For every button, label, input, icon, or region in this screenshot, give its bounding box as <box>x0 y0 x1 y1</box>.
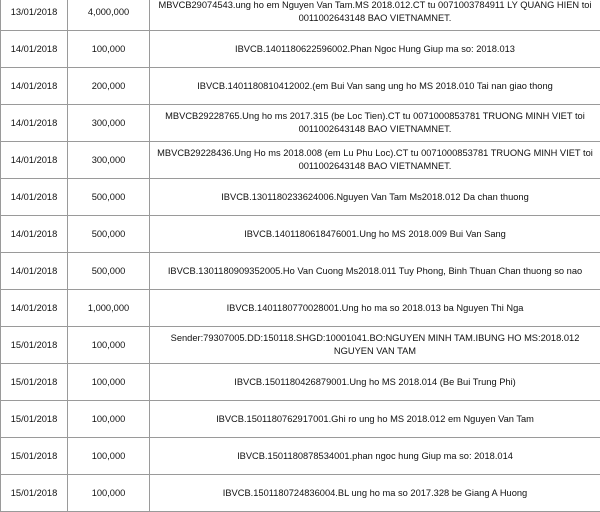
amount-cell: 100,000 <box>68 401 150 438</box>
description-cell: IBVCB.1401180810412002.(em Bui Van sang ung ho MS 2018.010 Tai nan giao thong <box>150 68 600 105</box>
amount-cell: 100,000 <box>68 364 150 401</box>
description-cell: IBVCB.1301180909352005.Ho Van Cuong Ms2018.011 Tuy Phong, Binh Thuan Chan thuong so nao <box>150 253 600 290</box>
description-cell: IBVCB.1501180878534001.phan ngoc hung Giup ma so: 2018.014 <box>150 438 600 475</box>
amount-cell: 300,000 <box>68 142 150 179</box>
date-cell: 14/01/2018 <box>1 179 68 216</box>
table-row <box>1 179 600 216</box>
description-cell: IBVCB.1401180622596002.Phan Ngoc Hung Giup ma so: 2018.013 <box>150 31 600 68</box>
table-row <box>1 216 600 253</box>
table-row <box>1 364 600 401</box>
date-cell: 14/01/2018 <box>1 253 68 290</box>
date-cell: 14/01/2018 <box>1 31 68 68</box>
description-cell: Sender:79307005.DD:150118.SHGD:10001041.BO:NGUYEN MINH TAM.IBUNG HO MS:2018.012 NGUYEN VAN TAM <box>150 327 600 364</box>
date-cell: 15/01/2018 <box>1 401 68 438</box>
table-row <box>1 105 600 142</box>
date-cell: 15/01/2018 <box>1 327 68 364</box>
description-cell: MBVCB29228765.Ung ho ms 2017.315 (be Loc Tien).CT tu 0071000853781 TRUONG MINH VIET toi 0011002643148 BAO VIETNAMNET. <box>150 105 600 142</box>
table-row <box>1 475 600 512</box>
description-cell: IBVCB.1301180233624006.Nguyen Van Tam Ms2018.012 Da chan thuong <box>150 179 600 216</box>
table-row <box>1 68 600 105</box>
table-row <box>1 438 600 475</box>
table-row <box>1 327 600 364</box>
table-row <box>1 401 600 438</box>
table-row <box>1 31 600 68</box>
transaction-table-body <box>1 0 600 512</box>
description-cell: IBVCB.1401180618476001.Ung ho MS 2018.009 Bui Van Sang <box>150 216 600 253</box>
amount-cell: 4,000,000 <box>68 0 150 31</box>
amount-cell: 100,000 <box>68 31 150 68</box>
table-row <box>1 0 600 31</box>
date-cell: 14/01/2018 <box>1 142 68 179</box>
table-row <box>1 253 600 290</box>
amount-cell: 100,000 <box>68 438 150 475</box>
amount-cell: 500,000 <box>68 216 150 253</box>
description-cell: IBVCB.1501180724836004.BL ung ho ma so 2017.328 be Giang A Huong <box>150 475 600 512</box>
date-cell: 14/01/2018 <box>1 68 68 105</box>
amount-cell: 100,000 <box>68 327 150 364</box>
date-cell: 15/01/2018 <box>1 438 68 475</box>
date-cell: 15/01/2018 <box>1 475 68 512</box>
amount-cell: 500,000 <box>68 179 150 216</box>
description-cell: MBVCB29074543.ung ho em Nguyen Van Tam.MS 2018.012.CT tu 0071003784911 LY QUANG HIEN toi 0011002643148 BAO VIETNAMNET. <box>150 0 600 31</box>
description-cell: IBVCB.1501180762917001.Ghi ro ung ho MS 2018.012 em Nguyen Van Tam <box>150 401 600 438</box>
amount-cell: 100,000 <box>68 475 150 512</box>
table-row <box>1 142 600 179</box>
amount-cell: 200,000 <box>68 68 150 105</box>
description-cell: MBVCB29228436.Ung Ho ms 2018.008 (em Lu Phu Loc).CT tu 0071000853781 TRUONG MINH VIET toi 0011002643148 BAO VIETNAMNET. <box>150 142 600 179</box>
amount-cell: 300,000 <box>68 105 150 142</box>
date-cell: 15/01/2018 <box>1 364 68 401</box>
date-cell: 14/01/2018 <box>1 216 68 253</box>
date-cell: 14/01/2018 <box>1 105 68 142</box>
date-cell: 14/01/2018 <box>1 290 68 327</box>
description-cell: IBVCB.1501180426879001.Ung ho MS 2018.014 (Be Bui Trung Phi) <box>150 364 600 401</box>
table-row <box>1 290 600 327</box>
date-cell: 13/01/2018 <box>1 0 68 31</box>
amount-cell: 1,000,000 <box>68 290 150 327</box>
description-cell: IBVCB.1401180770028001.Ung ho ma so 2018.013 ba Nguyen Thi Nga <box>150 290 600 327</box>
amount-cell: 500,000 <box>68 253 150 290</box>
